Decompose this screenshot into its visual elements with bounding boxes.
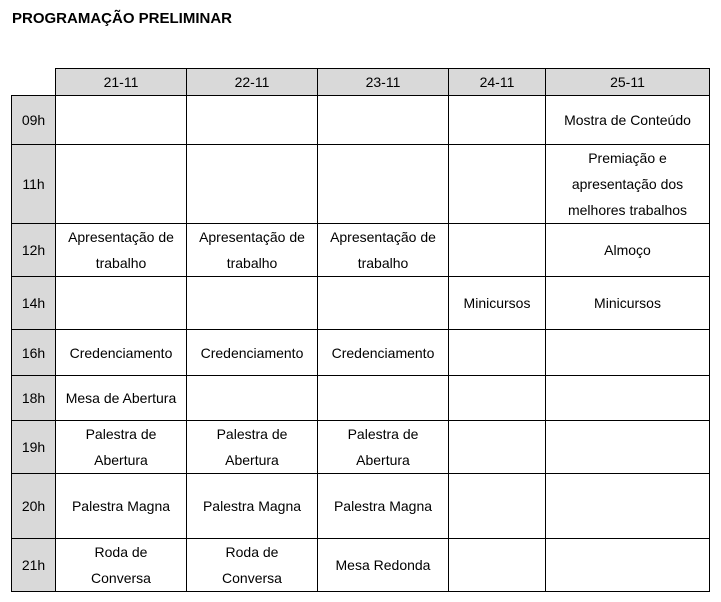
schedule-cell: Apresentação de trabalho xyxy=(318,224,449,277)
schedule-cell: Roda de Conversa xyxy=(56,539,187,592)
schedule-cell xyxy=(187,145,318,224)
schedule-cell xyxy=(56,145,187,224)
table-row xyxy=(12,277,710,330)
schedule-cell: Almoço xyxy=(546,224,710,277)
schedule-cell xyxy=(546,330,710,376)
schedule-cell xyxy=(449,539,546,592)
schedule-cell xyxy=(449,474,546,539)
schedule-cell xyxy=(56,277,187,330)
schedule-cell xyxy=(546,421,710,474)
table-row xyxy=(12,474,710,539)
schedule-cell xyxy=(187,96,318,145)
time-cell: 16h xyxy=(12,330,56,376)
table-row xyxy=(12,421,710,474)
time-cell: 12h xyxy=(12,224,56,277)
time-cell: 09h xyxy=(12,96,56,145)
table-row xyxy=(12,330,710,376)
schedule-cell xyxy=(318,277,449,330)
schedule-cell: Apresentação de trabalho xyxy=(56,224,187,277)
schedule-cell xyxy=(449,330,546,376)
schedule-cell: Premiação e apresentação dos melhores trabalhos xyxy=(546,145,710,224)
schedule-table xyxy=(11,68,710,592)
schedule-cell xyxy=(449,421,546,474)
schedule-cell xyxy=(546,474,710,539)
schedule-cell: Apresentação de trabalho xyxy=(187,224,318,277)
schedule-cell: Palestra Magna xyxy=(187,474,318,539)
time-cell: 19h xyxy=(12,421,56,474)
table-row xyxy=(12,96,710,145)
schedule-cell xyxy=(449,224,546,277)
schedule-cell xyxy=(449,376,546,421)
schedule-cell xyxy=(56,96,187,145)
schedule-cell: Palestra de Abertura xyxy=(56,421,187,474)
time-cell: 14h xyxy=(12,277,56,330)
schedule-cell xyxy=(318,96,449,145)
day-header: 24-11 xyxy=(449,69,546,96)
schedule-cell xyxy=(546,539,710,592)
schedule-cell: Mesa de Abertura xyxy=(56,376,187,421)
schedule-cell: Palestra de Abertura xyxy=(187,421,318,474)
schedule-cell: Roda de Conversa xyxy=(187,539,318,592)
schedule-cell: Credenciamento xyxy=(187,330,318,376)
header-row xyxy=(12,69,710,96)
schedule-cell: Minicursos xyxy=(449,277,546,330)
day-header: 22-11 xyxy=(187,69,318,96)
schedule-cell xyxy=(449,96,546,145)
day-header: 25-11 xyxy=(546,69,710,96)
schedule-cell: Palestra Magna xyxy=(56,474,187,539)
schedule-cell: Mostra de Conteúdo xyxy=(546,96,710,145)
time-cell: 21h xyxy=(12,539,56,592)
corner-cell xyxy=(12,69,56,96)
schedule-cell: Credenciamento xyxy=(318,330,449,376)
schedule-cell: Palestra Magna xyxy=(318,474,449,539)
schedule-cell xyxy=(449,145,546,224)
table-row xyxy=(12,376,710,421)
time-cell: 11h xyxy=(12,145,56,224)
time-cell: 20h xyxy=(12,474,56,539)
schedule-cell: Minicursos xyxy=(546,277,710,330)
page-title: PROGRAMAÇÃO PRELIMINAR xyxy=(12,10,232,27)
schedule-cell xyxy=(546,376,710,421)
table-row xyxy=(12,539,710,592)
table-row xyxy=(12,145,710,224)
schedule-cell: Mesa Redonda xyxy=(318,539,449,592)
schedule-cell: Palestra de Abertura xyxy=(318,421,449,474)
schedule-cell xyxy=(318,145,449,224)
day-header: 21-11 xyxy=(56,69,187,96)
schedule-cell xyxy=(187,277,318,330)
time-cell: 18h xyxy=(12,376,56,421)
table-row xyxy=(12,224,710,277)
day-header: 23-11 xyxy=(318,69,449,96)
schedule-cell xyxy=(187,376,318,421)
schedule-cell xyxy=(318,376,449,421)
schedule-cell: Credenciamento xyxy=(56,330,187,376)
